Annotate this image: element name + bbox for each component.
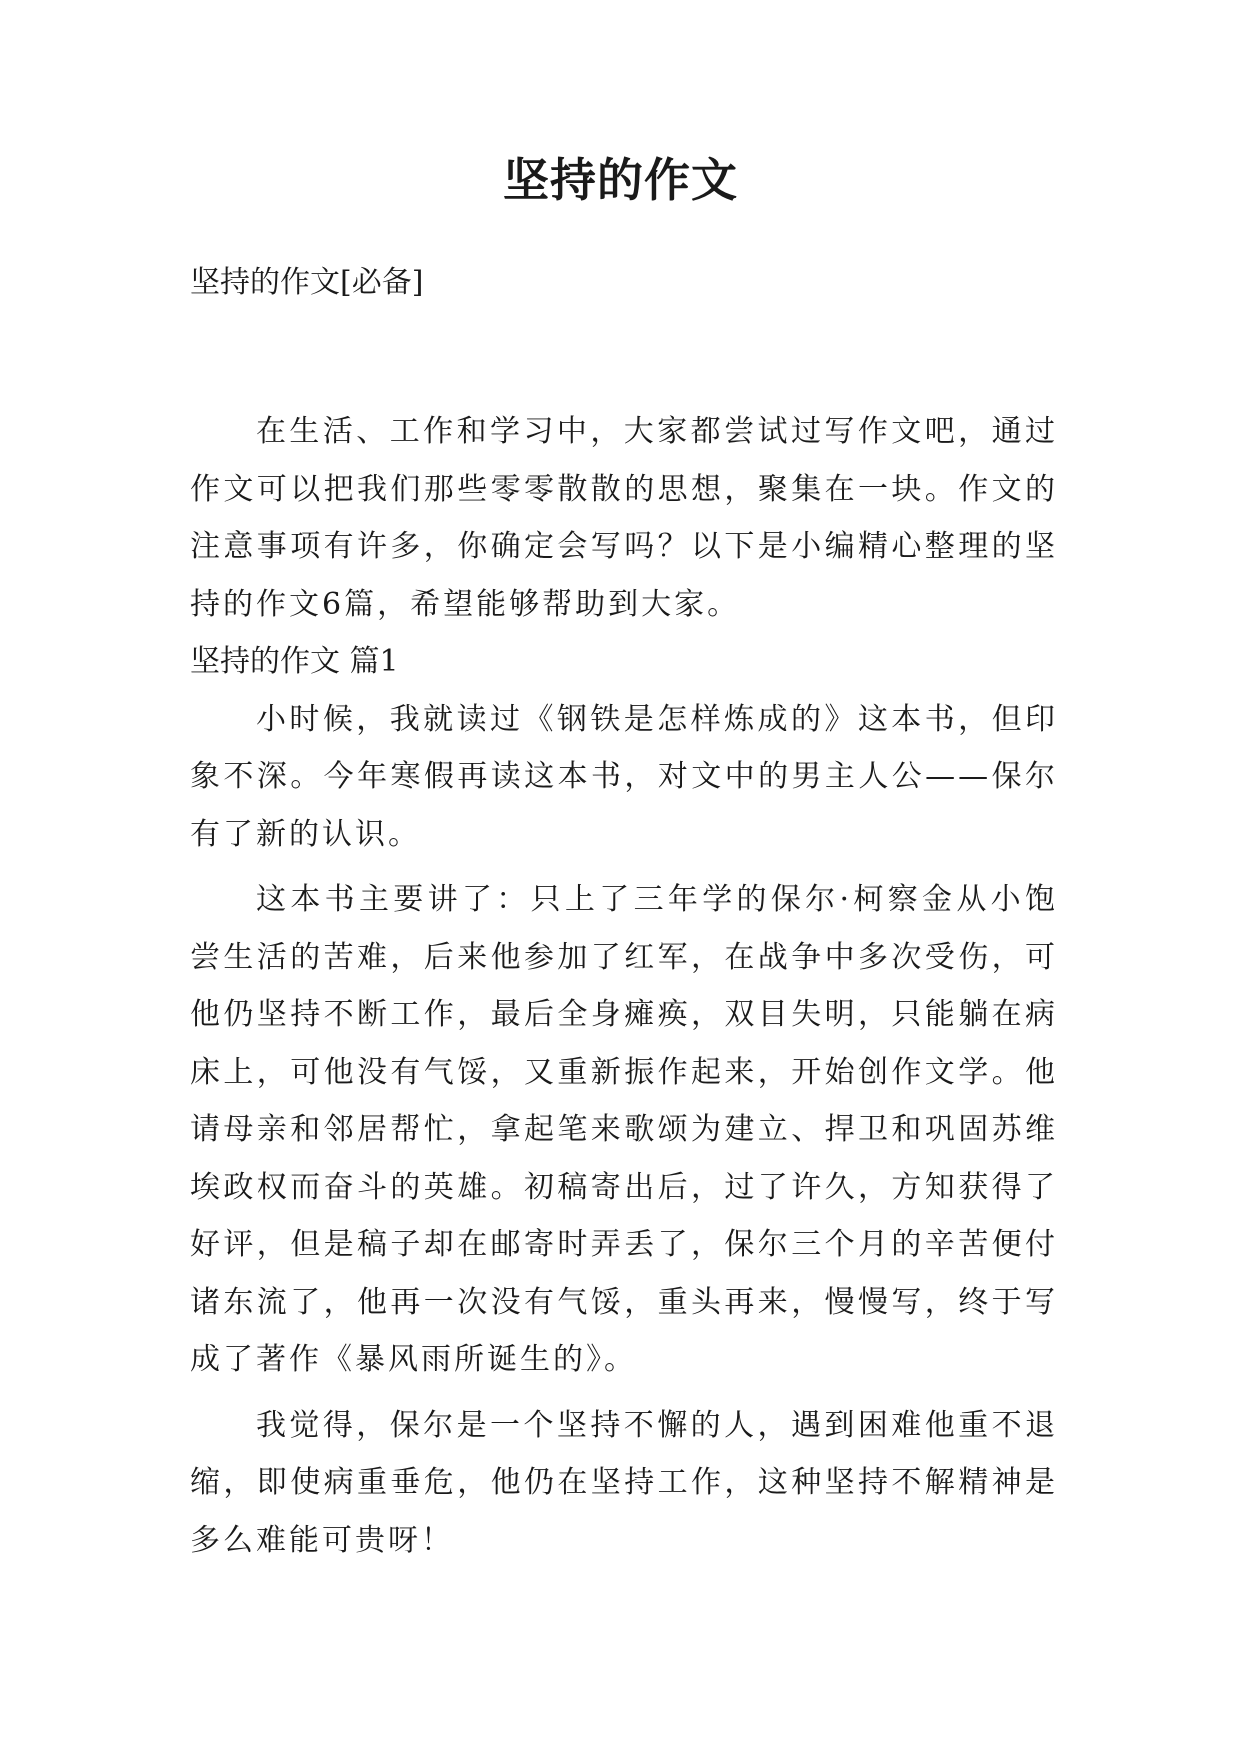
section-heading: 坚持的作文 篇1	[190, 644, 399, 679]
body-paragraph: 这本书主要讲了：只上了三年学的保尔·柯察金从小饱尝生活的苦难，后来他参加了红军，在战争中多次受伤，可他仍坚持不断工作，最后全身瘫痪，双目失明，只能躺在病床上，可他没有气馁，又重新振作起来，开始创作文学。他请母亲和邻居帮忙，拿起笔来歌颂为建立、捍卫和巩固苏维埃政权而奋斗的英雄。初稿寄出后，过了许久，方知获得了好评，但是稿子却在邮寄时弄丢了，保尔三个月的辛苦便付诸东流了，他再一次没有气馁，重头再来，慢慢写，终于写成了著作《暴风雨所诞生的》。	[190, 882, 1058, 1377]
body-paragraph: 小时候，我就读过《钢铁是怎样炼成的》这本书，但印象不深。今年寒假再读这本书，对文中的男主人公——保尔有了新的认识。	[190, 701, 1058, 852]
intro-paragraph: 在生活、工作和学习中，大家都尝试过写作文吧，通过作文可以把我们那些零零散散的思想，聚集在一块。作文的注意事项有许多，你确定会写吗？以下是小编精心整理的坚持的作文6篇，希望能够帮助到大家。	[190, 414, 1058, 622]
document-body	[190, 403, 1058, 1569]
document-subtitle: 坚持的作文[必备]	[190, 265, 424, 300]
document-title: 坚持的作文	[503, 153, 738, 207]
body-paragraph: 我觉得，保尔是一个坚持不懈的人，遇到困难他重不退缩，即使病重垂危，他仍在坚持工作，这种坚持不解精神是多么难能可贵呀！	[190, 1407, 1058, 1558]
